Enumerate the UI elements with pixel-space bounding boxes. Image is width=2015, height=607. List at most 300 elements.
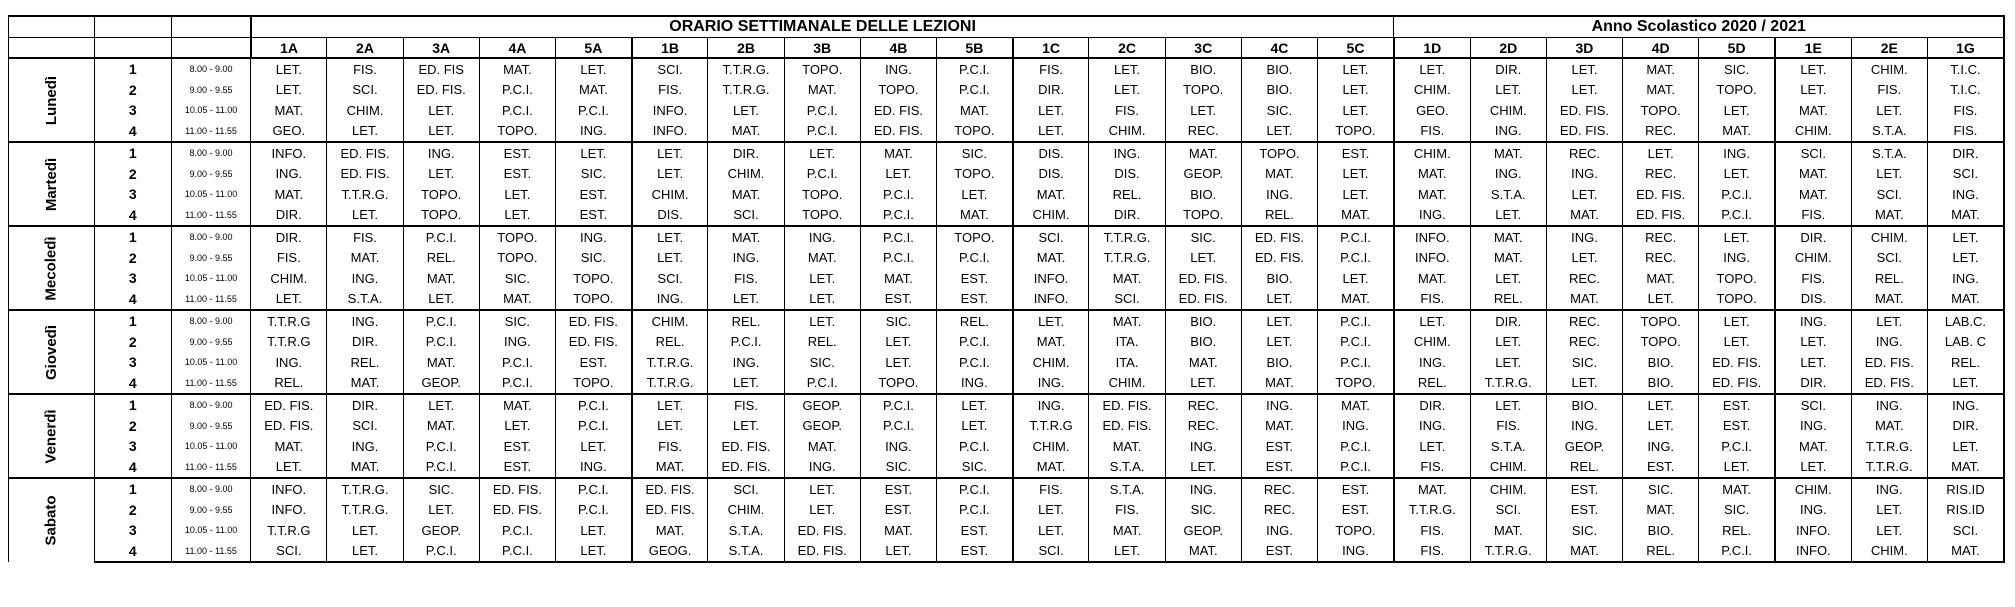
- corner-cell: [9, 16, 95, 38]
- subject-cell: MAT.: [1775, 164, 1851, 185]
- subject-cell: TOPO.: [403, 184, 479, 205]
- class-header-3c: 3C: [1165, 38, 1241, 59]
- subject-cell: ED. FIS.: [1623, 184, 1699, 205]
- subject-cell: MAT.: [937, 205, 1013, 227]
- subject-cell: T.T.R.G.: [632, 373, 708, 395]
- subject-cell: FIS.: [251, 248, 327, 269]
- subject-cell: RIS.ID: [1927, 478, 2004, 500]
- subject-cell: ING.: [1546, 226, 1622, 248]
- subject-cell: ING.: [1394, 205, 1470, 227]
- subject-cell: CHIM.: [1775, 248, 1851, 269]
- subject-cell: FIS.: [1394, 121, 1470, 143]
- subject-cell: SCI.: [327, 80, 403, 101]
- subject-cell: S.T.A.: [1089, 457, 1165, 479]
- hour-number: 3: [94, 100, 171, 121]
- subject-cell: DIR.: [251, 205, 327, 227]
- subject-cell: REL.: [1927, 352, 2004, 373]
- subject-cell: GEOP.: [784, 416, 860, 437]
- day-label: [9, 226, 95, 310]
- subject-cell: CHIM.: [1394, 142, 1470, 164]
- subject-cell: BIO.: [1623, 520, 1699, 541]
- table-row: [9, 268, 2005, 289]
- subject-cell: CHIM.: [1089, 121, 1165, 143]
- subject-cell: MAT.: [1851, 416, 1927, 437]
- subject-cell: DIR.: [1775, 373, 1851, 395]
- subject-cell: DIR.: [1775, 226, 1851, 248]
- subject-cell: SCI.: [327, 416, 403, 437]
- subject-cell: ING.: [708, 352, 784, 373]
- subject-cell: FIS.: [1394, 541, 1470, 563]
- subject-cell: CHIM.: [1775, 121, 1851, 143]
- subject-cell: REL.: [1241, 205, 1317, 227]
- hour-time: 8.00 - 9.00: [171, 226, 250, 248]
- subject-cell: MAT.: [1623, 80, 1699, 101]
- hour-time: 10.05 - 11.00: [171, 352, 250, 373]
- subject-cell: MAT.: [1851, 289, 1927, 311]
- subject-cell: P.C.I.: [937, 478, 1013, 500]
- subject-cell: LET.: [1699, 226, 1775, 248]
- subject-cell: T.T.R.G.: [708, 80, 784, 101]
- subject-cell: SIC.: [937, 457, 1013, 479]
- subject-cell: P.C.I.: [784, 100, 860, 121]
- subject-cell: MAT.: [937, 100, 1013, 121]
- subject-cell: LET.: [1699, 332, 1775, 353]
- subject-cell: REL.: [1394, 373, 1470, 395]
- table-row: [9, 248, 2005, 269]
- subject-cell: MAT.: [708, 226, 784, 248]
- subject-cell: LET.: [1165, 248, 1241, 269]
- subject-cell: INFO.: [1775, 520, 1851, 541]
- subject-cell: FIS.: [632, 436, 708, 457]
- subject-cell: MAT.: [1470, 226, 1546, 248]
- subject-cell: LET.: [708, 416, 784, 437]
- table-row: [9, 394, 2005, 416]
- subject-cell: DIR.: [1013, 80, 1089, 101]
- subject-cell: REL.: [251, 373, 327, 395]
- subject-cell: TOPO.: [1318, 121, 1394, 143]
- subject-cell: TOPO.: [937, 226, 1013, 248]
- subject-cell: FIS.: [1394, 520, 1470, 541]
- subject-cell: ING.: [556, 457, 632, 479]
- subject-cell: ED. FIS.: [1165, 268, 1241, 289]
- subject-cell: LET.: [1546, 373, 1622, 395]
- subject-cell: MAT.: [1775, 100, 1851, 121]
- subject-cell: LET.: [1851, 500, 1927, 521]
- subject-cell: P.C.I.: [1318, 436, 1394, 457]
- subject-cell: P.C.I.: [556, 478, 632, 500]
- subject-cell: REC.: [1623, 164, 1699, 185]
- hour-time: 10.05 - 11.00: [171, 100, 250, 121]
- subject-cell: P.C.I.: [479, 520, 555, 541]
- hour-number: 1: [94, 394, 171, 416]
- subject-cell: ITA.: [1089, 352, 1165, 373]
- subject-cell: T.T.R.G: [251, 310, 327, 332]
- subject-cell: P.C.I.: [403, 436, 479, 457]
- subject-cell: FIS.: [1851, 80, 1927, 101]
- subject-cell: REL.: [1851, 268, 1927, 289]
- subject-cell: SIC.: [1699, 500, 1775, 521]
- subject-cell: LET.: [403, 121, 479, 143]
- subject-cell: LET.: [1318, 100, 1394, 121]
- subject-cell: ING.: [1623, 436, 1699, 457]
- table-row: [9, 184, 2005, 205]
- subject-cell: MAT.: [1089, 268, 1165, 289]
- subject-cell: EST.: [1241, 436, 1317, 457]
- subject-cell: CHIM.: [1394, 80, 1470, 101]
- hour-time: 8.00 - 9.00: [171, 310, 250, 332]
- subject-cell: TOPO.: [937, 164, 1013, 185]
- class-header-2c: 2C: [1089, 38, 1165, 59]
- class-header-5d: 5D: [1699, 38, 1775, 59]
- subject-cell: T.T.R.G: [1013, 416, 1089, 437]
- subject-cell: MAT.: [251, 436, 327, 457]
- hour-number: 2: [94, 248, 171, 269]
- subject-cell: GEO.: [1394, 100, 1470, 121]
- subject-cell: MAT.: [1470, 248, 1546, 269]
- subject-cell: EST.: [479, 436, 555, 457]
- subject-cell: ING.: [251, 164, 327, 185]
- subject-cell: MAT.: [1013, 184, 1089, 205]
- subject-cell: LET.: [1241, 310, 1317, 332]
- subject-cell: DIR.: [1470, 310, 1546, 332]
- subject-cell: SCI.: [708, 478, 784, 500]
- subject-cell: INFO.: [632, 121, 708, 143]
- day-name: Venerdì: [42, 408, 60, 464]
- subject-cell: MAT.: [1927, 205, 2004, 227]
- day-name: Martedì: [42, 157, 60, 211]
- subject-cell: TOPO.: [479, 248, 555, 269]
- subject-cell: LET.: [403, 394, 479, 416]
- subject-cell: INFO.: [1394, 248, 1470, 269]
- timetable-title: ORARIO SETTIMANALE DELLE LEZIONI: [251, 16, 1394, 38]
- subject-cell: SIC.: [937, 142, 1013, 164]
- subject-cell: SCI.: [1775, 142, 1851, 164]
- subject-cell: ED. FIS.: [860, 121, 936, 143]
- subject-cell: MAT.: [1241, 416, 1317, 437]
- hour-time: 8.00 - 9.00: [171, 478, 250, 500]
- subject-cell: TOPO.: [937, 121, 1013, 143]
- subject-cell: ING.: [1699, 142, 1775, 164]
- subject-cell: LET.: [708, 100, 784, 121]
- subject-cell: BIO.: [1623, 352, 1699, 373]
- subject-cell: TOPO.: [1241, 142, 1317, 164]
- hour-time: 8.00 - 9.00: [171, 58, 250, 80]
- subject-cell: ED. FIS.: [556, 332, 632, 353]
- corner-cell: [94, 38, 171, 59]
- subject-cell: SIC.: [860, 457, 936, 479]
- hour-time: 9.00 - 9.55: [171, 332, 250, 353]
- table-row: [9, 226, 2005, 248]
- subject-cell: REL.: [632, 332, 708, 353]
- subject-cell: FIS.: [708, 394, 784, 416]
- class-header-5b: 5B: [937, 38, 1013, 59]
- hour-number: 2: [94, 164, 171, 185]
- subject-cell: DIS.: [632, 205, 708, 227]
- subject-cell: EST.: [1546, 500, 1622, 521]
- subject-cell: ED. FIS.: [860, 100, 936, 121]
- subject-cell: EST.: [860, 500, 936, 521]
- subject-cell: T.T.R.G: [251, 332, 327, 353]
- subject-cell: T.T.R.G.: [708, 58, 784, 80]
- subject-cell: LET.: [1470, 80, 1546, 101]
- subject-cell: P.C.I.: [556, 394, 632, 416]
- subject-cell: P.C.I.: [403, 310, 479, 332]
- subject-cell: LET.: [1013, 520, 1089, 541]
- subject-cell: LET.: [632, 142, 708, 164]
- subject-cell: MAT.: [1241, 373, 1317, 395]
- subject-cell: LET.: [860, 541, 936, 563]
- day-name: Giovedì: [42, 324, 60, 380]
- class-header-4d: 4D: [1623, 38, 1699, 59]
- subject-cell: ING.: [1241, 520, 1317, 541]
- subject-cell: GEOP.: [1546, 436, 1622, 457]
- subject-cell: LET.: [479, 184, 555, 205]
- subject-cell: P.C.I.: [403, 332, 479, 353]
- subject-cell: MAT.: [403, 416, 479, 437]
- subject-cell: TOPO.: [479, 226, 555, 248]
- subject-cell: MAT.: [327, 248, 403, 269]
- subject-cell: BIO.: [1241, 58, 1317, 80]
- subject-cell: LET.: [327, 520, 403, 541]
- subject-cell: EST.: [1241, 541, 1317, 563]
- subject-cell: ING.: [784, 457, 860, 479]
- subject-cell: ED. FIS.: [1241, 226, 1317, 248]
- subject-cell: TOPO.: [784, 205, 860, 227]
- table-row: [9, 164, 2005, 185]
- subject-cell: P.C.I.: [937, 248, 1013, 269]
- class-header-2a: 2A: [327, 38, 403, 59]
- subject-cell: TOPO.: [1623, 332, 1699, 353]
- subject-cell: LET.: [556, 58, 632, 80]
- subject-cell: SCI.: [1470, 500, 1546, 521]
- subject-cell: EST.: [937, 268, 1013, 289]
- subject-cell: CHIM.: [708, 500, 784, 521]
- corner-cell: [94, 16, 171, 38]
- subject-cell: LET.: [632, 394, 708, 416]
- subject-cell: EST.: [556, 205, 632, 227]
- subject-cell: LET.: [632, 226, 708, 248]
- subject-cell: LET.: [1013, 121, 1089, 143]
- subject-cell: SIC.: [1546, 520, 1622, 541]
- subject-cell: T.T.R.G.: [1851, 457, 1927, 479]
- subject-cell: MAT.: [632, 457, 708, 479]
- subject-cell: MAT.: [1775, 436, 1851, 457]
- subject-cell: MAT.: [860, 268, 936, 289]
- subject-cell: ING.: [1775, 416, 1851, 437]
- subject-cell: ING.: [1851, 478, 1927, 500]
- subject-cell: LET.: [403, 164, 479, 185]
- subject-cell: ING.: [1775, 310, 1851, 332]
- hour-number: 2: [94, 332, 171, 353]
- subject-cell: MAT.: [1623, 268, 1699, 289]
- class-header-2e: 2E: [1851, 38, 1927, 59]
- subject-cell: CHIM.: [251, 268, 327, 289]
- subject-cell: LET.: [1318, 268, 1394, 289]
- subject-cell: SIC.: [860, 310, 936, 332]
- subject-cell: EST.: [937, 520, 1013, 541]
- subject-cell: P.C.I.: [860, 184, 936, 205]
- subject-cell: DIR.: [1927, 142, 2004, 164]
- hour-time: 10.05 - 11.00: [171, 520, 250, 541]
- table-row: [9, 205, 2005, 227]
- subject-cell: ING.: [556, 226, 632, 248]
- class-header-1d: 1D: [1394, 38, 1470, 59]
- subject-cell: REC.: [1623, 226, 1699, 248]
- subject-cell: ING.: [1013, 373, 1089, 395]
- subject-cell: ING.: [1470, 121, 1546, 143]
- subject-cell: FIS.: [1927, 121, 2004, 143]
- subject-cell: P.C.I.: [1699, 436, 1775, 457]
- subject-cell: FIS.: [1089, 500, 1165, 521]
- subject-cell: ED. FIS.: [327, 142, 403, 164]
- subject-cell: ING.: [327, 268, 403, 289]
- table-row: [9, 478, 2005, 500]
- subject-cell: INFO.: [1013, 268, 1089, 289]
- subject-cell: MAT.: [251, 184, 327, 205]
- subject-cell: BIO.: [1623, 373, 1699, 395]
- subject-cell: GEOG.: [632, 541, 708, 563]
- subject-cell: CHIM.: [1851, 226, 1927, 248]
- subject-cell: EST.: [479, 457, 555, 479]
- subject-cell: LET.: [1623, 289, 1699, 311]
- subject-cell: MAT.: [1318, 394, 1394, 416]
- subject-cell: LET.: [1165, 457, 1241, 479]
- subject-cell: LET.: [251, 289, 327, 311]
- subject-cell: P.C.I.: [937, 332, 1013, 353]
- subject-cell: FIS.: [1927, 100, 2004, 121]
- subject-cell: EST.: [1241, 457, 1317, 479]
- subject-cell: FIS.: [1089, 100, 1165, 121]
- hour-time: 11.00 - 11.55: [171, 373, 250, 395]
- subject-cell: ED. FIS.: [1851, 373, 1927, 395]
- subject-cell: EST.: [937, 541, 1013, 563]
- subject-cell: LET.: [1546, 248, 1622, 269]
- day-name: Sabato: [42, 495, 60, 546]
- subject-cell: REC.: [1623, 121, 1699, 143]
- subject-cell: LET.: [708, 289, 784, 311]
- subject-cell: T.T.R.G.: [327, 184, 403, 205]
- subject-cell: MAT.: [479, 289, 555, 311]
- subject-cell: TOPO.: [403, 205, 479, 227]
- subject-cell: FIS.: [327, 226, 403, 248]
- subject-cell: MAT.: [327, 373, 403, 395]
- day-label: [9, 142, 95, 226]
- subject-cell: P.C.I.: [1699, 184, 1775, 205]
- subject-cell: P.C.I.: [479, 541, 555, 563]
- hour-number: 4: [94, 205, 171, 227]
- subject-cell: BIO.: [1546, 394, 1622, 416]
- subject-cell: MAT.: [556, 80, 632, 101]
- subject-cell: T.T.R.G.: [632, 352, 708, 373]
- subject-cell: LET.: [1775, 332, 1851, 353]
- hour-time: 11.00 - 11.55: [171, 205, 250, 227]
- subject-cell: T.T.R.G.: [1470, 373, 1546, 395]
- hour-time: 10.05 - 11.00: [171, 268, 250, 289]
- subject-cell: TOPO.: [784, 58, 860, 80]
- subject-cell: INFO.: [632, 100, 708, 121]
- subject-cell: EST.: [556, 352, 632, 373]
- class-header-2b: 2B: [708, 38, 784, 59]
- subject-cell: LET.: [1013, 500, 1089, 521]
- subject-cell: LET.: [327, 541, 403, 563]
- table-row: [9, 289, 2005, 311]
- subject-cell: T.T.R.G.: [327, 500, 403, 521]
- subject-cell: MAT.: [1394, 268, 1470, 289]
- subject-cell: LET.: [327, 121, 403, 143]
- subject-cell: DIR.: [1470, 58, 1546, 80]
- subject-cell: BIO.: [1165, 58, 1241, 80]
- subject-cell: MAT.: [479, 58, 555, 80]
- subject-cell: CHIM.: [1013, 205, 1089, 227]
- subject-cell: LET.: [556, 436, 632, 457]
- subject-cell: TOPO.: [1318, 373, 1394, 395]
- subject-cell: MAT.: [1927, 457, 2004, 479]
- hour-time: 11.00 - 11.55: [171, 541, 250, 563]
- subject-cell: LET.: [860, 352, 936, 373]
- subject-cell: MAT.: [1623, 500, 1699, 521]
- table-row: [9, 100, 2005, 121]
- subject-cell: REL.: [1623, 541, 1699, 563]
- subject-cell: CHIM.: [1851, 541, 1927, 563]
- subject-cell: SIC.: [1165, 226, 1241, 248]
- subject-cell: TOPO.: [1623, 310, 1699, 332]
- subject-cell: MAT.: [1546, 205, 1622, 227]
- hour-time: 9.00 - 9.55: [171, 416, 250, 437]
- subject-cell: SCI.: [1013, 226, 1089, 248]
- subject-cell: ED. FIS.: [251, 394, 327, 416]
- subject-cell: LET.: [1013, 310, 1089, 332]
- class-header-1c: 1C: [1013, 38, 1089, 59]
- subject-cell: LET.: [1394, 310, 1470, 332]
- subject-cell: MAT.: [1546, 289, 1622, 311]
- subject-cell: INFO.: [251, 500, 327, 521]
- subject-cell: DIR.: [1394, 394, 1470, 416]
- subject-cell: SIC.: [1241, 100, 1317, 121]
- table-row: [9, 352, 2005, 373]
- subject-cell: MAT.: [1318, 205, 1394, 227]
- subject-cell: EST.: [860, 289, 936, 311]
- table-row: [9, 416, 2005, 437]
- subject-cell: MAT.: [1089, 436, 1165, 457]
- subject-cell: LET.: [1241, 289, 1317, 311]
- subject-cell: LET.: [784, 289, 860, 311]
- subject-cell: LET.: [937, 184, 1013, 205]
- subject-cell: MAT.: [784, 80, 860, 101]
- subject-cell: LET.: [1394, 436, 1470, 457]
- subject-cell: REC.: [1546, 268, 1622, 289]
- subject-cell: TOPO.: [1699, 80, 1775, 101]
- subject-cell: BIO.: [1241, 80, 1317, 101]
- subject-cell: TOPO.: [1165, 205, 1241, 227]
- subject-cell: TOPO.: [1318, 520, 1394, 541]
- subject-cell: FIS.: [1394, 457, 1470, 479]
- class-header-2d: 2D: [1470, 38, 1546, 59]
- subject-cell: LET.: [1699, 164, 1775, 185]
- subject-cell: ED. FIS.: [1851, 352, 1927, 373]
- subject-cell: ING.: [479, 332, 555, 353]
- subject-cell: LET.: [1165, 373, 1241, 395]
- subject-cell: ING.: [1546, 164, 1622, 185]
- subject-cell: LET.: [1394, 58, 1470, 80]
- subject-cell: MAT.: [1927, 289, 2004, 311]
- subject-cell: REC.: [1623, 248, 1699, 269]
- subject-cell: REC.: [1546, 142, 1622, 164]
- subject-cell: LET.: [632, 416, 708, 437]
- subject-cell: ING.: [1013, 394, 1089, 416]
- subject-cell: ED. FIS.: [479, 500, 555, 521]
- subject-cell: ING.: [251, 352, 327, 373]
- subject-cell: MAT.: [1470, 520, 1546, 541]
